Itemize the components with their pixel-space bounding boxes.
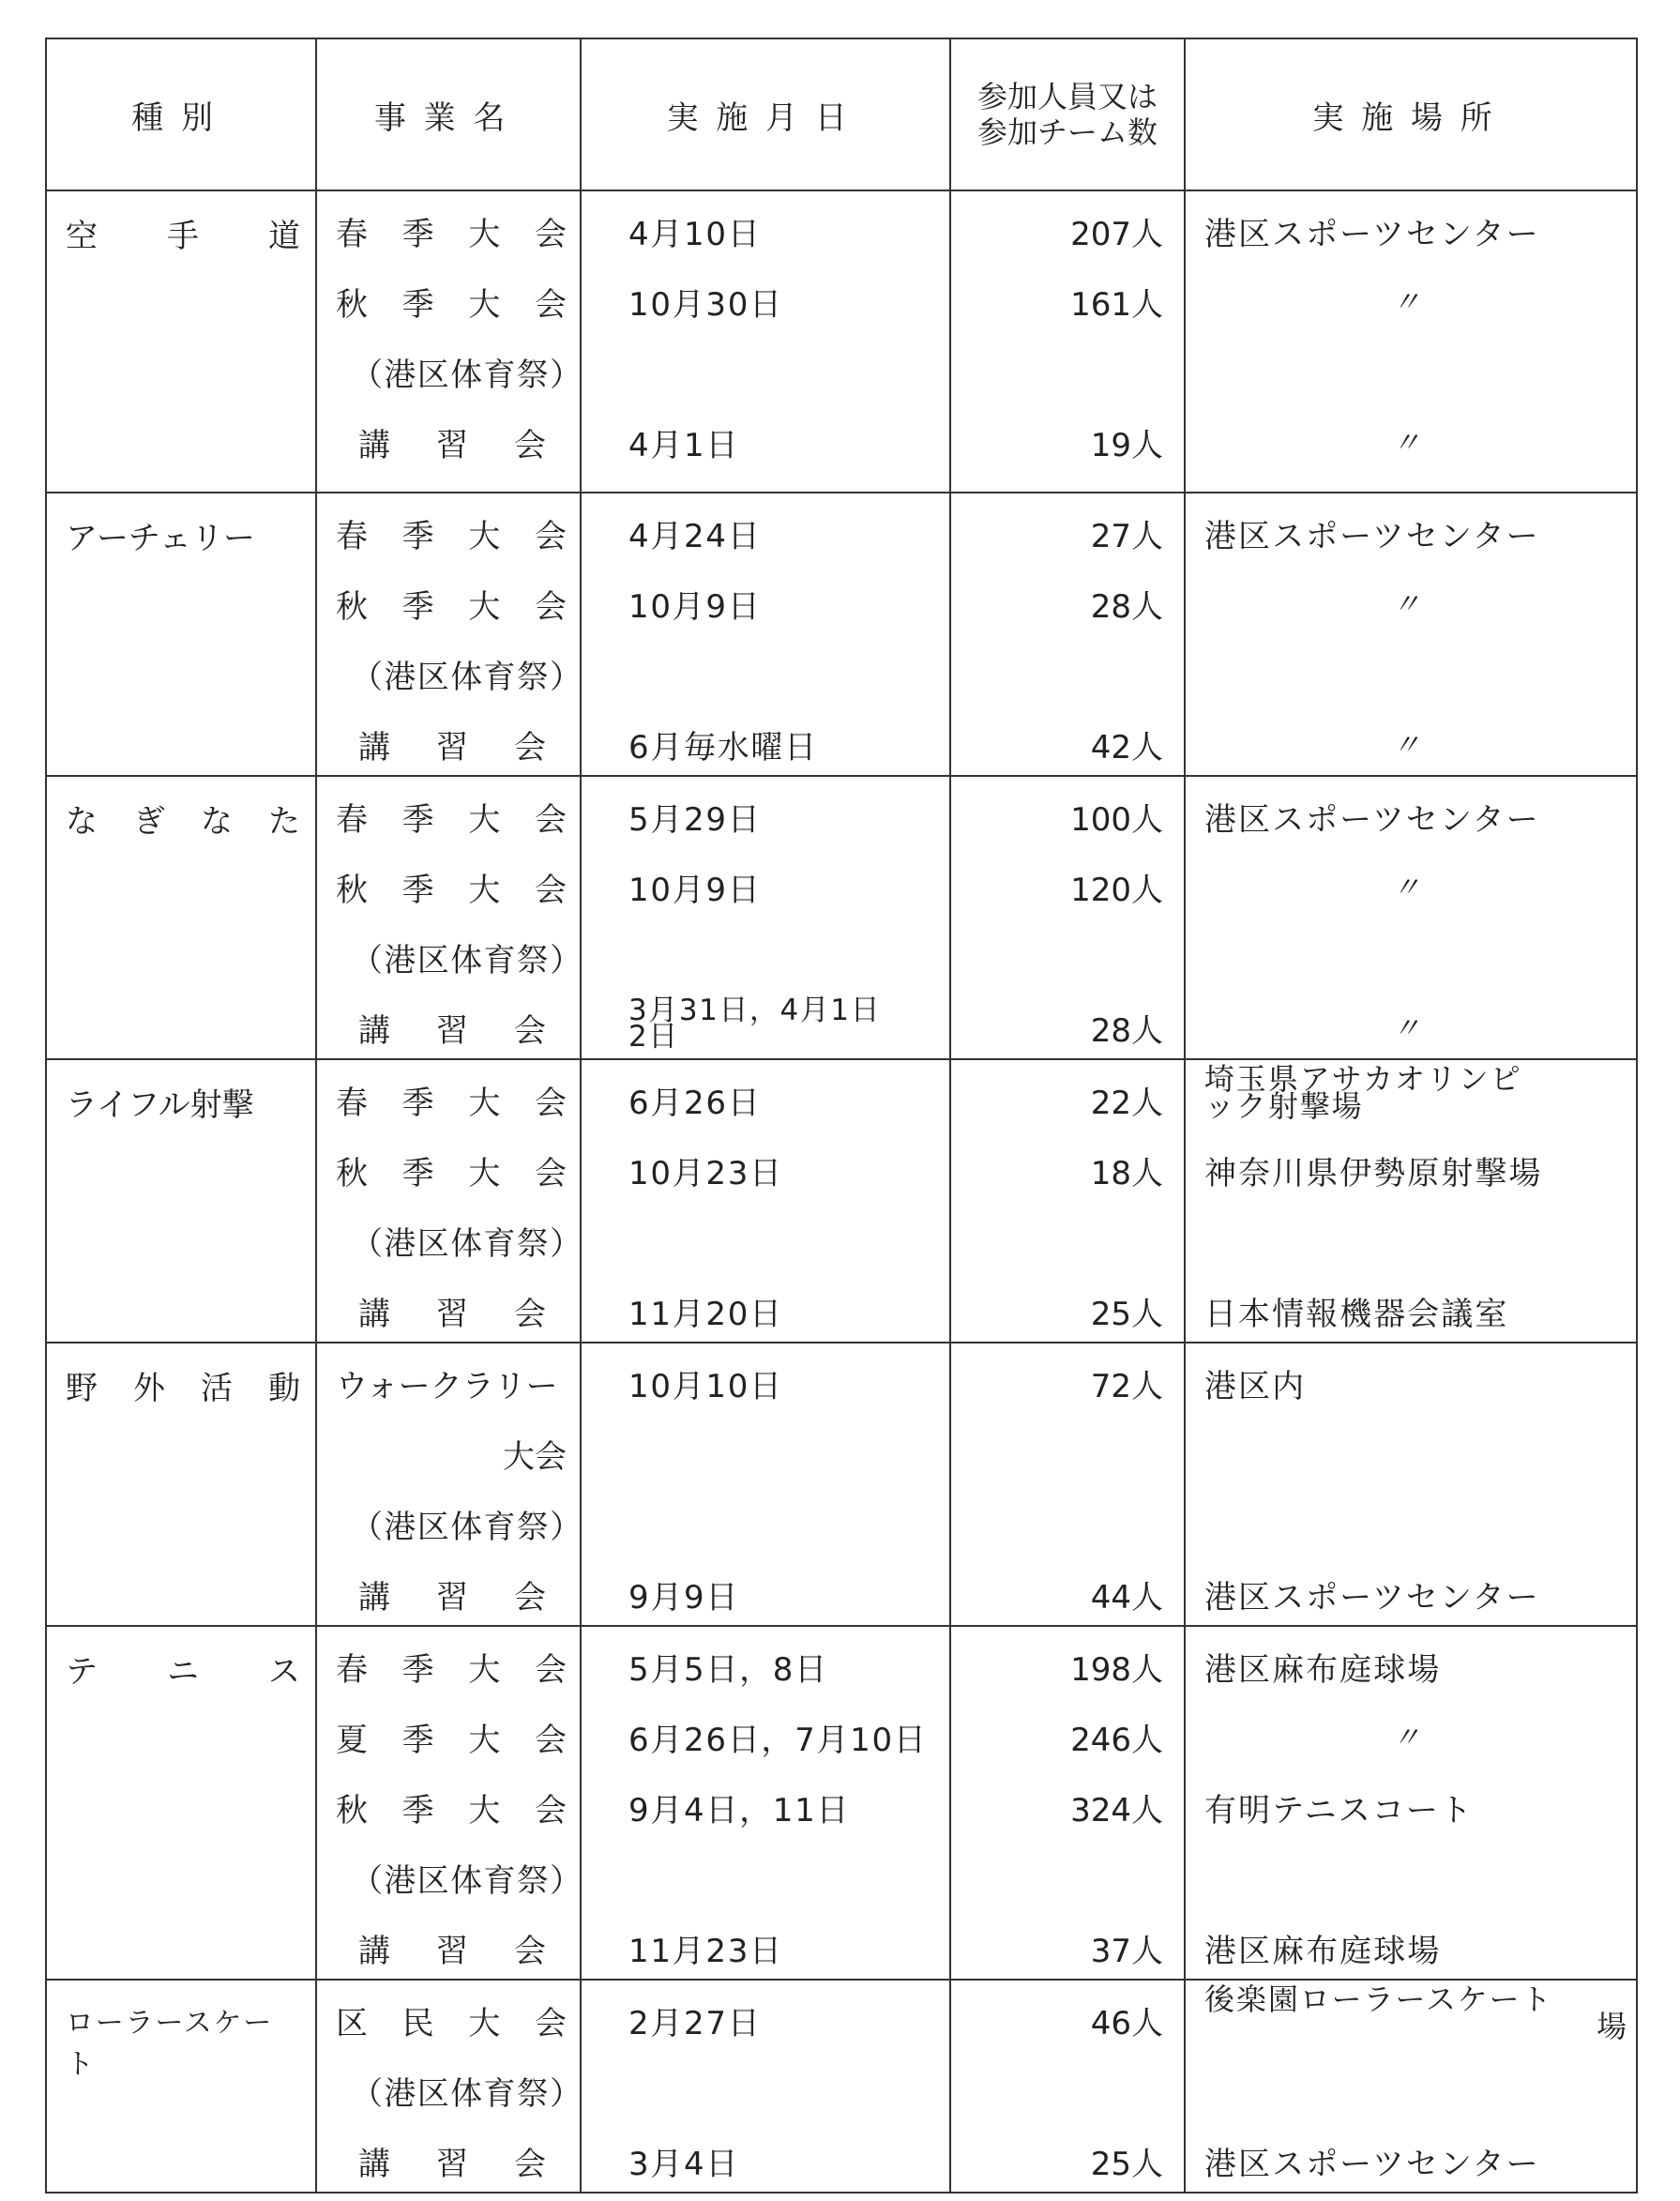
- participant-count: 72人: [1090, 1368, 1163, 1405]
- participant-count: 22人: [1090, 1085, 1163, 1122]
- venue-name: [1186, 1414, 1636, 1484]
- event-cell: [316, 776, 581, 1059]
- event-date: 10月9日: [628, 872, 762, 909]
- date-cell: [581, 1980, 950, 2193]
- table-row: [46, 776, 1637, 1059]
- event-date-line2: 2日: [628, 1020, 679, 1054]
- event-name: （港区体育祭）: [351, 1862, 583, 1900]
- category-label: アーチェリー: [66, 520, 255, 557]
- table-row: [46, 1343, 1637, 1626]
- category-label: ライフル射撃: [66, 1086, 254, 1124]
- participant-count: 46人: [1090, 2005, 1163, 2042]
- participant-count: 120人: [1070, 872, 1163, 909]
- participant-count: [951, 1414, 1184, 1484]
- participant-count: [951, 1484, 1184, 1555]
- event-date: 3月4日: [628, 2146, 740, 2183]
- category-label: 空 手 道: [66, 218, 300, 255]
- category-label: ローラースケート: [66, 2007, 274, 2081]
- event-cell: [316, 493, 581, 776]
- event-date: 6月26日，7月10日: [628, 1722, 928, 1759]
- event-name: 春 季 大 会: [336, 216, 567, 253]
- venue-name: 〃: [1392, 1012, 1422, 1045]
- participant-count: 324人: [1070, 1792, 1163, 1829]
- venue-name: 〃: [1392, 729, 1422, 762]
- header-event-name: 事業名: [316, 38, 581, 190]
- category-cell: [46, 1059, 316, 1343]
- header-venue: 実施場所: [1185, 38, 1637, 190]
- category-label: 野 外 活 動: [66, 1370, 300, 1407]
- participant-count: [951, 2051, 1184, 2121]
- event-date: 10月9日: [628, 588, 762, 626]
- sports-events-table: [45, 38, 1638, 2193]
- venue-name: 港区麻布庭球場: [1204, 1933, 1442, 1970]
- venue-name: 〃: [1392, 872, 1422, 904]
- event-date: [582, 1414, 949, 1484]
- participant-count: 100人: [1070, 801, 1163, 839]
- venue-name: 港区スポーツセンター: [1204, 1579, 1540, 1617]
- event-name: 講 習 会: [358, 1579, 546, 1617]
- table-body: [46, 190, 1637, 2193]
- venue-name: 港区麻布庭球場: [1204, 1651, 1442, 1689]
- event-date: 10月30日: [628, 286, 783, 324]
- header-row: [46, 38, 1637, 190]
- venue-name: 港区スポーツセンター: [1204, 801, 1540, 839]
- event-cell: [316, 1626, 581, 1980]
- table-row: [46, 1626, 1637, 1980]
- category-label: テ ニ ス: [66, 1653, 300, 1691]
- table-row: [46, 190, 1637, 493]
- venue-name-line2: 場: [1597, 2009, 1628, 2044]
- event-name: 春 季 大 会: [336, 801, 567, 839]
- venue-name: 〃: [1392, 1722, 1422, 1754]
- participant-count: 198人: [1070, 1651, 1163, 1689]
- category-cell: [46, 1626, 316, 1980]
- event-name: （港区体育祭）: [351, 1509, 583, 1546]
- event-name: 夏 季 大 会: [336, 1722, 567, 1759]
- participant-count: 25人: [1090, 1296, 1163, 1333]
- date-cell: [581, 190, 950, 493]
- event-date: 5月5日，8日: [628, 1651, 828, 1689]
- event-name: 秋 季 大 会: [336, 872, 567, 909]
- header-participants: [950, 38, 1185, 190]
- category-cell: [46, 776, 316, 1059]
- event-cell: [316, 1343, 581, 1626]
- venue-name: 港区内: [1204, 1368, 1307, 1405]
- venue-cell: [1185, 1626, 1637, 1980]
- event-date: 2月27日: [628, 2005, 762, 2042]
- event-date: 4月1日: [628, 427, 740, 464]
- event-name: （港区体育祭）: [351, 942, 583, 979]
- participant-count: 37人: [1090, 1933, 1163, 1970]
- venue-name-line2: ック射撃場: [1204, 1088, 1364, 1124]
- venue-name-line1: 埼玉県アサカオリンピ: [1204, 1061, 1522, 1097]
- venue-name: 港区スポーツセンター: [1204, 518, 1540, 555]
- venue-cell: [1185, 493, 1637, 776]
- participant-count: 28人: [1090, 1012, 1163, 1050]
- event-name: 講 習 会: [358, 1012, 546, 1050]
- event-cell: [316, 1059, 581, 1343]
- event-date: 11月20日: [628, 1296, 783, 1333]
- venue-cell: [1185, 1980, 1637, 2193]
- event-date: [582, 1838, 949, 1908]
- count-cell: [950, 1059, 1185, 1343]
- date-cell: [581, 776, 950, 1059]
- event-date: [582, 1201, 949, 1271]
- event-name: （港区体育祭）: [351, 357, 583, 394]
- event-name: （港区体育祭）: [351, 659, 583, 696]
- participant-count: 246人: [1070, 1722, 1163, 1759]
- date-cell: [581, 1343, 950, 1626]
- event-name: 春 季 大 会: [336, 1085, 567, 1122]
- event-date: 6月26日: [628, 1085, 762, 1122]
- date-cell: [581, 493, 950, 776]
- event-date: 4月24日: [628, 518, 762, 555]
- header-participants-line1: 参加人員又は: [976, 79, 1158, 114]
- venue-cell: [1185, 1343, 1637, 1626]
- participant-count: [951, 332, 1184, 402]
- count-cell: [950, 1343, 1185, 1626]
- category-cell: [46, 1343, 316, 1626]
- event-date: 9月4日，11日: [628, 1792, 851, 1829]
- event-name: 講 習 会: [358, 729, 546, 767]
- venue-name: [1186, 1201, 1636, 1271]
- count-cell: [950, 1980, 1185, 2193]
- venue-name: [1186, 1484, 1636, 1555]
- participant-count: 42人: [1090, 729, 1163, 767]
- venue-name: 〃: [1392, 427, 1422, 460]
- participant-count: 207人: [1070, 216, 1163, 253]
- event-name: 大会: [503, 1438, 567, 1476]
- event-name: 講 習 会: [358, 1933, 546, 1970]
- header-date: 実施月日: [581, 38, 950, 190]
- event-name: 春 季 大 会: [336, 518, 567, 555]
- venue-name: [1186, 634, 1636, 705]
- venue-name: [1186, 332, 1636, 402]
- event-name: 講 習 会: [358, 2146, 546, 2183]
- venue-name: 有明テニスコート: [1204, 1792, 1474, 1829]
- category-cell: [46, 190, 316, 493]
- table-row: [46, 1059, 1637, 1343]
- venue-cell: [1185, 776, 1637, 1059]
- venue-cell: [1185, 190, 1637, 493]
- event-date: [582, 1484, 949, 1555]
- event-date: [582, 918, 949, 988]
- event-name: （港区体育祭）: [351, 2075, 583, 2113]
- category-label: な ぎ な た: [66, 803, 300, 841]
- participant-count: 25人: [1090, 2146, 1163, 2183]
- venue-name: [1186, 2051, 1636, 2121]
- participant-count: 28人: [1090, 588, 1163, 626]
- event-date: 11月23日: [628, 1933, 783, 1970]
- event-name: 春 季 大 会: [336, 1651, 567, 1689]
- participant-count: 44人: [1090, 1579, 1163, 1617]
- participant-count: 18人: [1090, 1155, 1163, 1192]
- venue-name: 港区スポーツセンター: [1204, 2146, 1540, 2183]
- venue-name: 〃: [1392, 286, 1422, 319]
- event-date: 9月9日: [628, 1579, 740, 1617]
- participant-count: 19人: [1090, 427, 1163, 464]
- participant-count: [951, 1201, 1184, 1271]
- venue-name: [1186, 1838, 1636, 1908]
- event-name: 秋 季 大 会: [336, 286, 567, 324]
- event-date: 6月毎水曜日: [628, 729, 818, 767]
- participant-count: [951, 634, 1184, 705]
- count-cell: [950, 190, 1185, 493]
- table-row: [46, 1980, 1637, 2193]
- category-cell: [46, 493, 316, 776]
- header-participants-line2: 参加チーム数: [976, 114, 1158, 150]
- count-cell: [950, 493, 1185, 776]
- participant-count: [951, 1838, 1184, 1908]
- venue-name: 日本情報機器会議室: [1204, 1296, 1509, 1333]
- venue-cell: [1185, 1059, 1637, 1343]
- event-cell: [316, 1980, 581, 2193]
- event-name: 講 習 会: [358, 427, 546, 464]
- table-row: [46, 493, 1637, 776]
- event-date: [582, 2051, 949, 2121]
- venue-name: [1186, 1981, 1636, 2051]
- participant-count: [951, 918, 1184, 988]
- count-cell: [950, 776, 1185, 1059]
- event-name: 区 民 大 会: [336, 2005, 567, 2042]
- venue-name-line1: 後楽園ローラースケート: [1204, 1981, 1553, 2017]
- participant-count: 161人: [1070, 286, 1163, 324]
- event-name: （港区体育祭）: [351, 1225, 583, 1263]
- event-date: [582, 634, 949, 705]
- event-name: 講 習 会: [358, 1296, 546, 1333]
- count-cell: [950, 1626, 1185, 1980]
- event-date: [582, 988, 949, 1058]
- venue-name: 港区スポーツセンター: [1204, 216, 1540, 253]
- venue-name: [1186, 918, 1636, 988]
- category-cell: [46, 1980, 316, 2193]
- event-date: 5月29日: [628, 801, 762, 839]
- event-date: [582, 332, 949, 402]
- date-cell: [581, 1059, 950, 1343]
- event-cell: [316, 190, 581, 493]
- event-date: 4月10日: [628, 216, 762, 253]
- event-name: 秋 季 大 会: [336, 588, 567, 626]
- event-date: 10月10日: [628, 1368, 783, 1405]
- date-cell: [581, 1626, 950, 1980]
- event-date-line1: 3月31日，4月1日: [628, 994, 882, 1027]
- venue-name: 〃: [1392, 588, 1422, 621]
- event-name: ウォークラリー: [336, 1368, 558, 1405]
- event-date: 10月23日: [628, 1155, 783, 1192]
- header-category: 種別: [46, 38, 316, 190]
- participant-count: 27人: [1090, 518, 1163, 555]
- event-name: 秋 季 大 会: [336, 1792, 567, 1829]
- venue-name: [1186, 1060, 1636, 1131]
- event-name: 秋 季 大 会: [336, 1155, 567, 1192]
- venue-name: 神奈川県伊勢原射撃場: [1204, 1155, 1543, 1192]
